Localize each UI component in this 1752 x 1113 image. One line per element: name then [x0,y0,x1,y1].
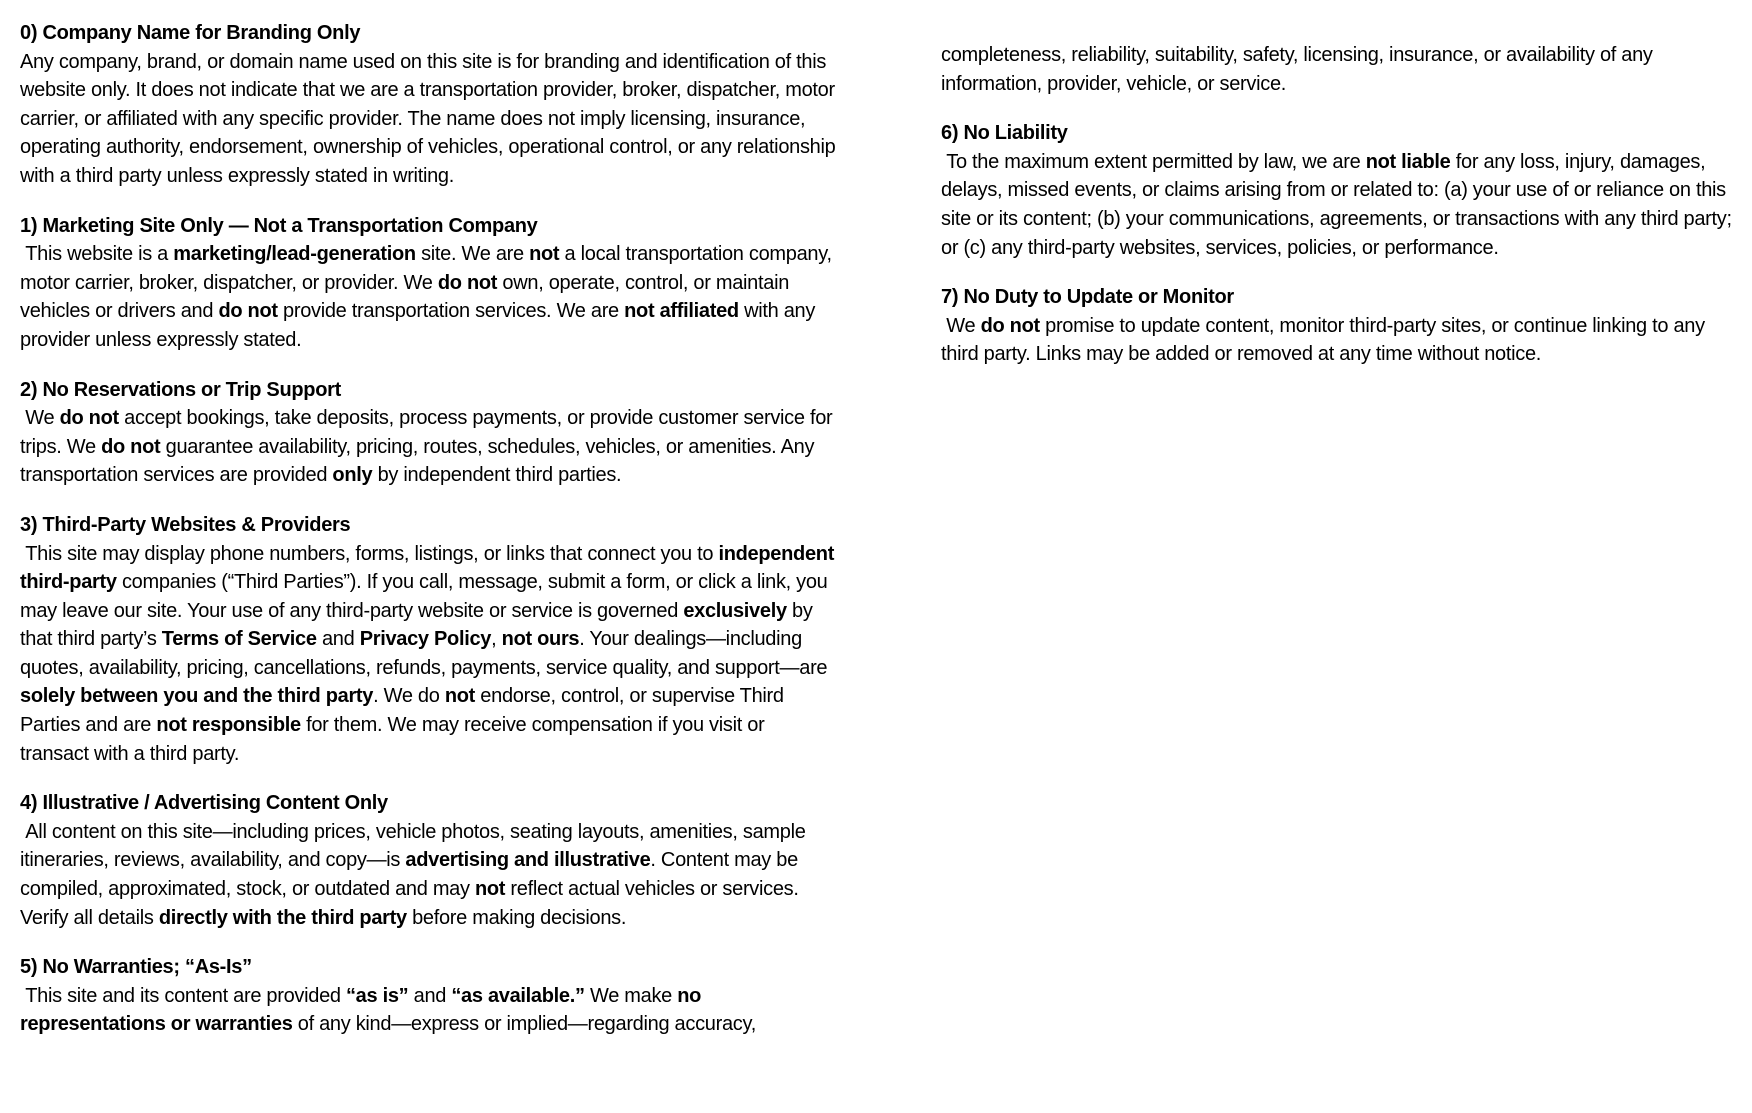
section-heading: 4) Illustrative / Advertising Content Only [20,792,388,815]
emphasis-text: do not [101,435,161,458]
body-text: with any provider unless expressly stated. [20,300,821,351]
emphasis-text: not ours [501,628,580,651]
body-text: This website is a [20,243,174,266]
emphasis-text: Terms of Service [161,628,317,651]
body-text: a local transportation company, motor carrier, broker, dispatcher, or provider. We [20,243,837,294]
emphasis-text: do not [59,407,119,430]
body-text: To the maximum extent permitted by law, we are [941,150,1366,173]
body-text: This site may display phone numbers, forms, listings, or links that connect you to [20,542,719,565]
emphasis-text: do not [437,271,498,294]
body-text: promise to update content, monitor third-party sites, or continue linking to any third party. Links may be added or removed at any time without notice. [941,314,1711,366]
disclaimer-section [941,283,1741,369]
emphasis-text: not [444,685,476,708]
body-text: of any kind—express or implied—regarding accuracy, [292,1013,756,1036]
section-heading: 3) Third-Party Websites & Providers [20,513,351,536]
text-column-right [941,41,1741,369]
section-heading: 1) Marketing Site Only — Not a Transportation Company [20,214,538,237]
emphasis-text: advertising and illustrative [405,849,651,872]
text-column-left [20,19,841,1039]
emphasis-text: “as is” [345,984,409,1007]
body-text: provide transportation services. We are [277,300,625,323]
body-text: for any loss, injury, damages, delays, missed events, or claims arising from or related to: (a) your use of or reliance on this site or its content; (b) your communications, agreements, or transactions with any third party; or (c) any third-party websites, services, policies, or performance. [941,150,1738,259]
body-text: by that third party’s [20,599,818,651]
body-text: companies (“Third Parties”). If you call, message, submit a form, or click a link, you may leave our site. Your use of any third-party website or service is governed [20,571,833,622]
body-text: guarantee availability, pricing, routes, schedules, vehicles, or amenities. Any transportation services are provided [20,435,820,487]
body-text: reflect actual vehicles or services. Verify all details [20,878,804,929]
body-text: for them. We may receive compensation if you visit or transact with a third party. [20,714,770,765]
emphasis-text: not liable [1365,150,1451,173]
emphasis-text: no representations or warranties [20,984,707,1036]
body-text: We [941,314,981,337]
body-text: and [408,984,452,1007]
body-text: Any company, brand, or domain name used on this site is for branding and identification of this website only. It does not indicate that we are a transportation provider, broker, dispatcher, motor carrier, or affiliated with any specific provider. The name does not imply licensing, insurance, operating authority, endorsement, ownership of vehicles, operational control, or any relationship with a third party unless expressly stated in writing. [20,50,841,187]
section-heading: 0) Company Name for Branding Only [20,22,361,44]
body-text: , [491,628,502,651]
emphasis-text: Privacy Policy [359,628,492,651]
disclaimer-section-continuation [941,41,1741,98]
emphasis-text: not responsible [156,714,301,737]
body-text: and [316,628,360,651]
emphasis-text: exclusively [683,599,787,622]
disclaimer-section [20,376,836,490]
emphasis-text: not affiliated [624,300,739,323]
emphasis-text: do not [980,314,1040,337]
disclaimer-section [941,119,1741,262]
body-text: accept bookings, take deposits, process payments, or provide customer service for trips. We [20,407,838,458]
body-text: . Your dealings—including quotes, availability, pricing, cancellations, refunds, payments, service quality, and support—are [20,628,833,679]
section-heading: 6) No Liability [941,122,1068,145]
body-text: . Content may be compiled, approximated, stock, or outdated and may [20,849,804,901]
disclaimer-section [20,212,836,355]
emphasis-text: not [529,243,560,266]
body-text: We make [584,984,678,1007]
emphasis-text: do not [218,300,278,323]
disclaimer-section [20,789,836,932]
body-text: We [20,407,60,430]
section-heading: 7) No Duty to Update or Monitor [941,286,1234,309]
emphasis-text: directly with the third party [158,906,407,929]
body-text: site. We are [415,243,530,266]
section-heading: 5) No Warranties; “As-Is” [20,956,252,979]
disclaimer-section [20,511,840,768]
disclaimer-section [20,19,841,191]
body-text: by independent third parties. [372,464,622,487]
body-text: . We do [373,685,445,708]
emphasis-text: not [474,878,506,901]
body-text: All content on this site—including prices, vehicle photos, seating layouts, amenities, sample itineraries, reviews, availability, and copy—is [20,820,811,872]
body-text: own, operate, control, or maintain vehicles or drivers and [20,271,795,323]
disclaimer-section [20,953,836,1039]
section-heading: 2) No Reservations or Trip Support [20,378,341,401]
emphasis-text: independent third-party [20,542,840,594]
emphasis-text: only [332,464,373,487]
emphasis-text: marketing/lead-generation [173,243,416,266]
emphasis-text: solely between you and the third party [20,685,374,708]
emphasis-text: “as available.” [451,984,585,1007]
body-text: before making decisions. [406,906,627,929]
body-text: completeness, reliability, suitability, safety, licensing, insurance, or availability of any information, provider, vehicle, or service. [941,44,1658,95]
body-text: endorse, control, or supervise Third Parties and are [20,685,789,737]
body-text: This site and its content are provided [20,984,346,1007]
